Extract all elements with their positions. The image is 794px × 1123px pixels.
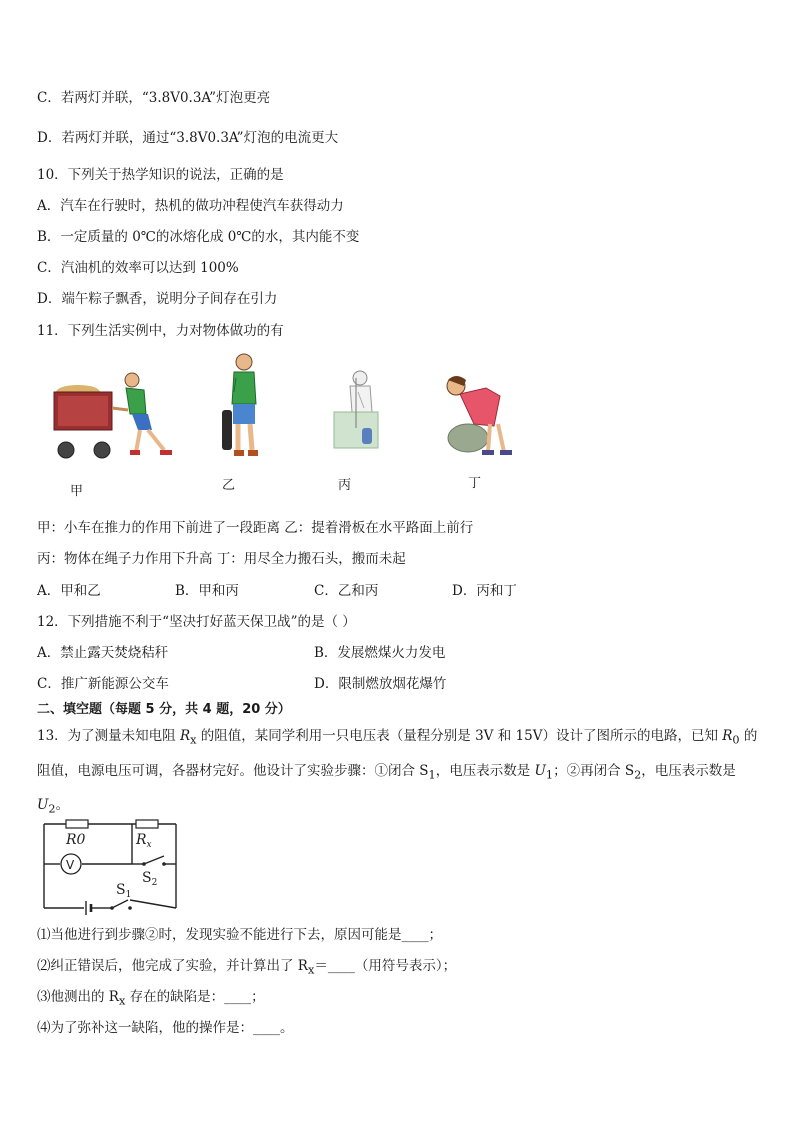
figure-caption-jia: 甲	[70, 484, 84, 499]
q13-part-4: ⑷为了弥补这一缺陷，他的操作是：____。	[37, 1020, 294, 1036]
q13-stem-part: 的阻值，某同学利用一只电压表（量程分别是 3V 和 15V）设计了图所示的电路，已知	[196, 728, 723, 744]
q11-option-c: C．乙和丙	[314, 583, 379, 599]
q13-part-1: ⑴当他进行到步骤②时，发现实验不能进行下去，原因可能是____；	[37, 927, 442, 943]
figure-caption-bing: 丙	[338, 478, 352, 493]
q11-option-b: B．甲和丙	[175, 583, 239, 599]
circuit-label-rx: R	[136, 832, 147, 848]
q12-option-b: B．发展燃煤火力发电	[314, 645, 446, 661]
circuit-label-r0: R0	[66, 832, 86, 848]
circuit-label-s1-sub: 1	[125, 890, 132, 900]
figure-carry-skateboard	[216, 352, 268, 462]
q11-description-2: 丙：物体在绳子力作用下升高 丁：用尽全力搬石头，搬而未起	[37, 551, 406, 567]
q11-stem: 11．下列生活实例中，力对物体做功的有	[37, 323, 284, 339]
q12-option-a: A．禁止露天焚烧秸秆	[37, 645, 169, 661]
q13-stem: 13．为了测量未知电阻 $R_x$ 的阻值，某同学利用一只电压表（量程分别是 3V 和 15V）设计了图所示的电路，已知 $R_0$ 的阻值，电源电压可调，各器材完好。他设计了实验步骤：①闭合 $S_1$，电压表示数是 $U_1$；②再闭合 $S_2$，电压表示数是 $U_2$。	[37, 728, 758, 817]
figure-caption-yi: 乙	[222, 478, 236, 493]
q9-option-c: C．若两灯并联，“3.8V0.3A”灯泡更亮	[37, 90, 271, 106]
q13-part-3-b: 存在的缺陷是：____；	[125, 989, 265, 1005]
q13-part-2-b: ＝____（用符号表示）；	[314, 958, 457, 974]
q13-stem-part: ，电压表示数是	[641, 762, 736, 779]
q12-option-d: D．限制燃放烟花爆竹	[314, 676, 447, 692]
q10-option-b: B．一定质量的 0℃的冰熔化成 0℃的水，其内能不变	[37, 229, 360, 245]
svg-text:S2	[142, 870, 157, 888]
q11-option-d: D．丙和丁	[452, 583, 517, 599]
q11-option-a: A．甲和乙	[37, 583, 101, 599]
figure-lift-object	[330, 368, 380, 452]
circuit-diagram	[40, 818, 182, 916]
svg-text:S1	[116, 882, 131, 900]
q12-stem: 12．下列措施不利于“坚决打好蓝天保卫战”的是（ ）	[37, 614, 356, 630]
q10-option-d: D．端午粽子飘香，说明分子间存在引力	[37, 291, 278, 307]
figure-lift-stone	[438, 374, 522, 458]
q13-stem-part: 。	[55, 797, 70, 814]
section-title-fill-in: 二、填空题（每题 5 分，共 4 题，20 分）	[37, 702, 291, 717]
circuit-label-s2-sub: 2	[151, 878, 158, 888]
q12-option-c: C．推广新能源公交车	[37, 676, 169, 692]
circuit-label-voltmeter: V	[66, 858, 75, 872]
q11-description-1: 甲：小车在推力的作用下前进了一段距离 乙：提着滑板在水平路面上前行	[37, 520, 474, 536]
q9-option-d: D．若两灯并联，通过“3.8V0.3A”灯泡的电流更大	[37, 130, 339, 146]
figure-caption-ding: 丁	[468, 476, 482, 491]
q13-stem-part: ，电压表示数是	[435, 762, 535, 779]
q10-option-c: C．汽油机的效率可以达到 100%	[37, 260, 239, 276]
q13-part-3: ⑶他测出的 $R_x$ 存在的缺陷是：____；	[37, 989, 265, 1008]
q13-part-2: ⑵纠正错误后，他完成了实验，并计算出了 $R_x=\_\_\_\_$（用符号表示）；	[37, 958, 457, 977]
q13-part-3-a: ⑶他测出的 R	[37, 989, 119, 1005]
q13-stem-part: 的阻值，电源电压可调，各器材完好。他设计了实验步骤：①闭合 S	[37, 728, 758, 779]
circuit-label-s1: S	[116, 882, 126, 898]
q13-stem-part: 13．为了测量未知电阻	[37, 728, 180, 744]
q13-part-2-a: ⑵纠正错误后，他完成了实验，并计算出了 R	[37, 958, 308, 974]
circuit-label-rx-sub: x	[146, 840, 152, 850]
svg-text:Rx	[135, 832, 152, 850]
q13-stem-part: ；②再闭合 S	[553, 762, 635, 779]
q10-option-a: A．汽车在行驶时，热机的做功冲程使汽车获得动力	[37, 198, 344, 214]
figure-push-cart	[48, 370, 180, 462]
q10-stem: 10．下列关于热学知识的说法，正确的是	[37, 167, 284, 183]
circuit-label-s2: S	[142, 870, 152, 886]
